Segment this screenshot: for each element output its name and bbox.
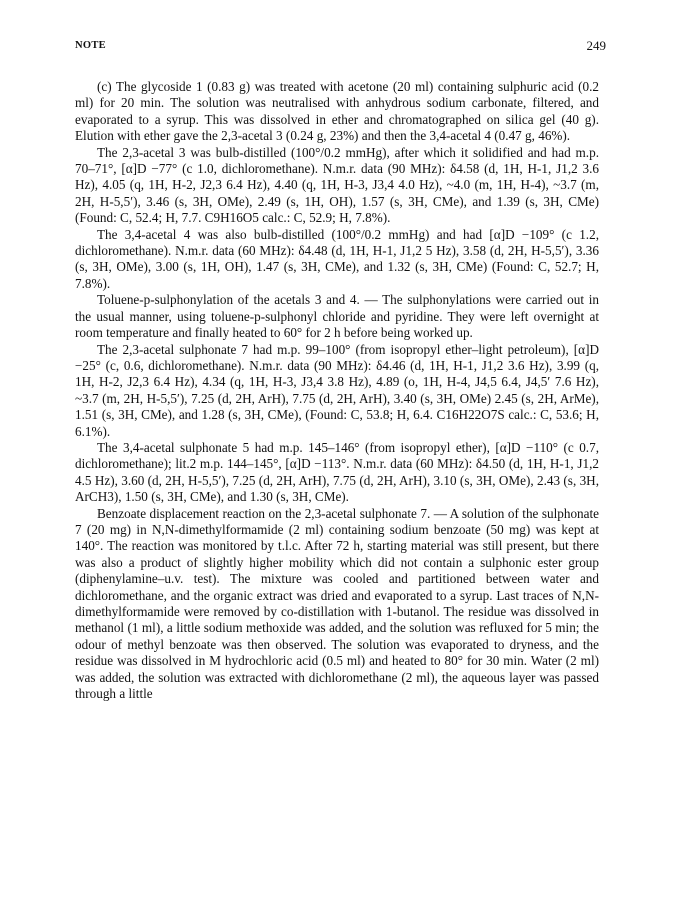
paragraph-acetonation: (c) The glycoside 1 (0.83 g) was treated with acetone (20 ml) containing sulphuric acid (0.2 ml) for 20 min. The solution was neutralised with anhydrous sodium carbonate, filtered, and evaporated to a syrup. This was dissolved in ether and chromatographed on silica gel (40 g). Elution with ether gave the 2,3-acetal 3 (0.24 g, 23%) and then the 3,4-acetal 4 (0.47 g, 46%).	[75, 79, 599, 144]
paragraph-benzoate-displacement: Benzoate displacement reaction on the 2,3-acetal sulphonate 7. — A solution of the sulphonate 7 (20 mg) in N,N-dimethylformamide (2 ml) containing sodium benzoate (50 mg) was kept at 140°. The reaction was monitored by t.l.c. After 72 h, starting material was still present, but there was also a product of slightly higher mobility which did not contain a sulphonic ester group (diphenylamine–u.v. test). The mixture was cooled and partitioned between water and dichloromethane, and the organic extract was dried and evaporated to a syrup. Last traces of N,N-dimethylformamide were removed by co-distillation with 1-butanol. The residue was dissolved in methanol (1 ml), a little sodium methoxide was added, and the solution was refluxed for 5 min; the odour of methyl benzoate was then observed. The solution was evaporated to dryness, and the residue was dissolved in M hydrochloric acid (0.5 ml) and heated to 80° for 30 min. Water (2 ml) was added, the solution was extracted with dichloromethane (2 ml), the aqueous layer was passed through a little	[75, 505, 599, 702]
paragraph-sulphonylation: Toluene-p-sulphonylation of the acetals 3 and 4. — The sulphonylations were carried out in the usual manner, using toluene-p-sulphonyl chloride and pyridine. They were left overnight at room temperature and finally heated to 60° for 2 h before being worked up.	[75, 292, 599, 341]
article-body	[75, 79, 599, 702]
paragraph-23-sulphonate: The 2,3-acetal sulphonate 7 had m.p. 99–100° (from isopropyl ether–light petroleum), [α]D −25° (c, 0.6, dichloromethane). N.m.r. data (90 MHz): δ4.46 (d, 1H, H-1, J1,2 3.6 Hz), 3.99 (q, 1H, H-2, J2,3 6.4 Hz), 4.34 (q, 1H, H-3, J3,4 3.8 Hz), 4.89 (o, 1H, H-4, J4,5 6.4, J4,5′ 7.6 Hz), ~3.7 (m, 2H, H-5,5′), 7.25 (d, 2H, ArH), 7.75 (d, 2H, ArH), 3.40 (s, 3H, OMe) 2.45 (s, 2H, ArMe), 1.51 (s, 3H, CMe), and 1.28 (s, 3H, CMe), (Found: C, 53.8; H, 6.4. C16H22O7S calc.: C, 53.6; H, 6.1%).	[75, 341, 599, 439]
paragraph-34-sulphonate: The 3,4-acetal sulphonate 5 had m.p. 145–146° (from isopropyl ether), [α]D −110° (c 0.7, dichloromethane); lit.2 m.p. 144–145°, [α]D −113°. N.m.r. data (60 MHz): δ4.50 (d, 1H, H-1, J1,2 4.5 Hz), 3.60 (d, 2H, H-5,5′), 7.25 (d, 2H, ArH), 7.75 (d, 2H, ArH), 3.10 (s, 3H, OMe), 2.43 (s, 3H, ArCH3), 1.50 (s, 3H, CMe), and 1.30 (s, 3H, CMe).	[75, 439, 599, 505]
running-header: NOTE	[75, 40, 106, 51]
paragraph-34-acetal: The 3,4-acetal 4 was also bulb-distilled (100°/0.2 mmHg) and had [α]D −109° (c 1.2, dichloromethane). N.m.r. data (60 MHz): δ4.48 (d, 1H, H-1, J1,2 5 Hz), 3.58 (d, 2H, H-5,5′), 3.36 (s, 3H, OMe), 3.00 (s, 1H, OH), 1.47 (s, 3H, CMe), and 1.32 (s, 3H, CMe) (Found: C, 52.7; H, 7.8%).	[75, 226, 599, 291]
paragraph-23-acetal: The 2,3-acetal 3 was bulb-distilled (100°/0.2 mmHg), after which it solidified and had m.p. 70–71°, [α]D −77° (c 1.0, dichloromethane). N.m.r. data (90 MHz): δ4.58 (d, 1H, H-1, J1,2 3.6 Hz), 4.05 (q, 1H, H-2, J2,3 6.4 Hz), 4.40 (q, 1H, H-3, J3,4 4.0 Hz), ~4.0 (m, 1H, H-4), ~3.7 (m, 2H, H-5,5′), 3.46 (s, 3H, OMe), 2.49 (s, 1H, OH), 1.57 (s, 3H, CMe), and 1.39 (s, 3H, CMe) (Found: C, 52.4; H, 7.7. C9H16O5 calc.: C, 52.9; H, 7.8%).	[75, 144, 599, 226]
page-number: 249	[586, 38, 606, 53]
